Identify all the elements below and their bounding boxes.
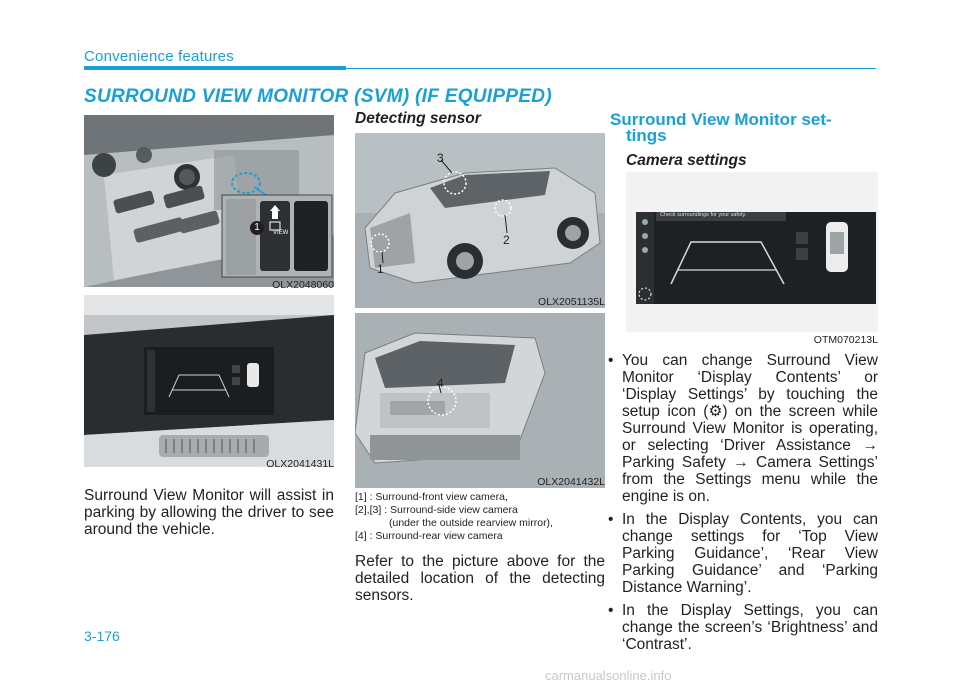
legend-line: [2],[3] : Surround-side view camera [355, 504, 518, 516]
legend-line: [4] : Surround-rear view camera [355, 530, 503, 542]
bullet-text: In the Display Settings, you can change the screen’s ‘Brightness’ and ‘Contrast’. [622, 602, 878, 653]
marker-1: 1 [377, 262, 384, 276]
svm-settings-heading [610, 112, 832, 144]
suv-rear-photo [355, 313, 605, 488]
heading-line: tings [626, 126, 667, 145]
list-item: • In the Display Settings, you can change the screen’s ‘Brightness’ and ‘Contrast’. [608, 602, 878, 653]
marker-4: 4 [437, 376, 444, 390]
view-button-label: VIEW [273, 230, 289, 236]
marker-2: 2 [503, 233, 510, 247]
dashboard-photo [84, 295, 334, 467]
view-button-callout: 1 [250, 221, 264, 235]
fig3-caption: OLX2051135L [538, 296, 605, 308]
legend-line: (under the outside rearview mirror), [389, 517, 553, 529]
settings-bullets [606, 352, 878, 659]
list-item: • You can change Surround View Monitor ‘Display Contents’ or ‘Display Settings’ by touching the setup icon (⚙) on the screen while Surround View Monitor is operating, or selecting ‘Driver Assistance → Parking Safety → Camera Settings’ from the Settings menu while the engine is on. [608, 352, 878, 505]
marker-3: 3 [437, 151, 444, 165]
fig5-caption: OTM070213L [813, 334, 878, 346]
watermark: carmanualsonline.info [545, 668, 672, 683]
svm-screen-image [626, 172, 878, 332]
fig1-caption: OLX2048060 [272, 279, 334, 291]
heading-line: Surround View Monitor set- [610, 110, 832, 129]
intro-paragraph: Surround View Monitor will assist in parking by allowing the driver to see around the vehicle. [84, 487, 334, 538]
header-rule-thick [84, 66, 346, 70]
detecting-sensor-heading: Detecting sensor [355, 110, 481, 127]
camera-settings-heading: Camera settings [626, 152, 747, 169]
sensor-note: Refer to the picture above for the detailed location of the detecting sensors. [355, 553, 605, 604]
header-rule-thin [346, 68, 876, 69]
page-title: SURROUND VIEW MONITOR (SVM) (IF EQUIPPED) [84, 86, 552, 107]
fig4-caption: OLX2041432L [537, 476, 605, 488]
screen-banner: Check surroundings for your safety. [660, 212, 747, 218]
suv-front-photo [355, 133, 605, 308]
console-photo [84, 115, 334, 287]
section-label: Convenience features [84, 48, 234, 65]
fig2-caption: OLX2041431L [266, 458, 334, 470]
legend-line: [1] : Surround-front view camera, [355, 491, 508, 503]
bullet-text: You can change Surround View Monitor ‘Display Contents’ or ‘Display Settings’ by touching the setup icon (⚙) on the screen while Surround View Monitor is operating, or selecting ‘Driver Assistance → Parking Safety → Camera Settings’ from the Settings menu while the engine is on. [622, 352, 878, 505]
list-item: • In the Display Contents, you can change settings for ‘Top View Parking Guidance’, ‘Rear View Parking Guidance’ and ‘Parking Distance Warning’. [608, 511, 878, 596]
bullet-text: In the Display Contents, you can change settings for ‘Top View Parking Guidance’, ‘Rear View Parking Guidance’ and ‘Parking Distance Warning’. [622, 511, 878, 596]
page-number: 3-176 [84, 628, 120, 644]
sensor-legend [355, 491, 605, 543]
